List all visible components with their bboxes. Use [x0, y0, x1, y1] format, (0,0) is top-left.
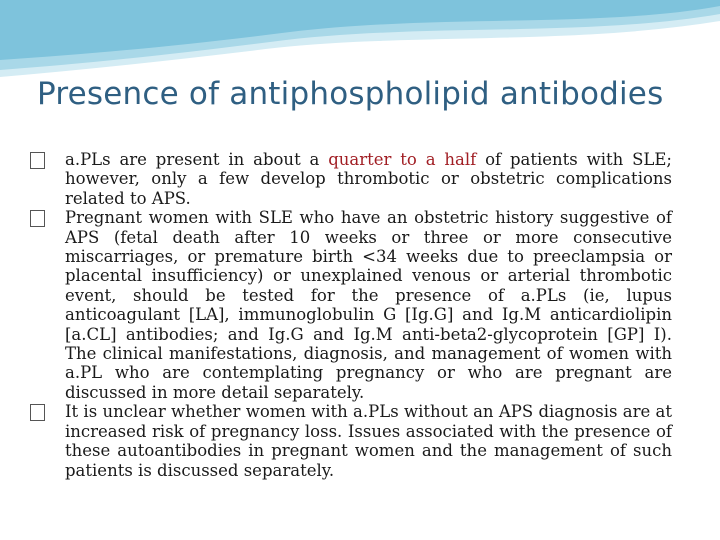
bullet-box-icon — [30, 210, 45, 227]
bullet-item — [30, 208, 672, 402]
bullet-text: Pregnant women with SLE who have an obstetric history suggestive of APS (fetal death after 10 weeks or three or more consecutive miscarriages, or premature birth <34 weeks due to preeclampsia or placental insufficiency) or unexplained venous or arterial thrombotic event, should be tested for the presence of a.PLs (ie, lupus anticoagulant [LA], immunoglobulin G [Ig.G] and Ig.M anticardiolipin [a.CL] antibodies; and Ig.G and Ig.M anti-beta2-glycoprotein [GP] I). The clinical manifestations, diagnosis, and management of women with a.PL who are contemplating pregnancy or who are pregnant are discussed in more detail separately. — [65, 208, 672, 402]
bullet-text: of patients with SLE; however, only a few develop thrombotic or obstetric complications related to APS. — [65, 150, 672, 208]
bullet-box-icon — [30, 152, 45, 169]
highlighted-text: quarter to a half — [328, 150, 477, 169]
bullet-item — [30, 150, 672, 208]
bullet-text: It is unclear whether women with a.PLs without an APS diagnosis are at increased risk of pregnancy loss. Issues associated with the presence of these autoantibodies in pregnant women and the management of such patients is discussed separately. — [65, 402, 672, 480]
slide-title: Presence of antiphospholipid antibodies — [37, 76, 664, 112]
bullet-box-icon — [30, 404, 45, 421]
bullet-text: a.PLs are present in about a — [65, 150, 329, 169]
slide-content — [30, 150, 672, 480]
bullet-item — [30, 402, 672, 480]
